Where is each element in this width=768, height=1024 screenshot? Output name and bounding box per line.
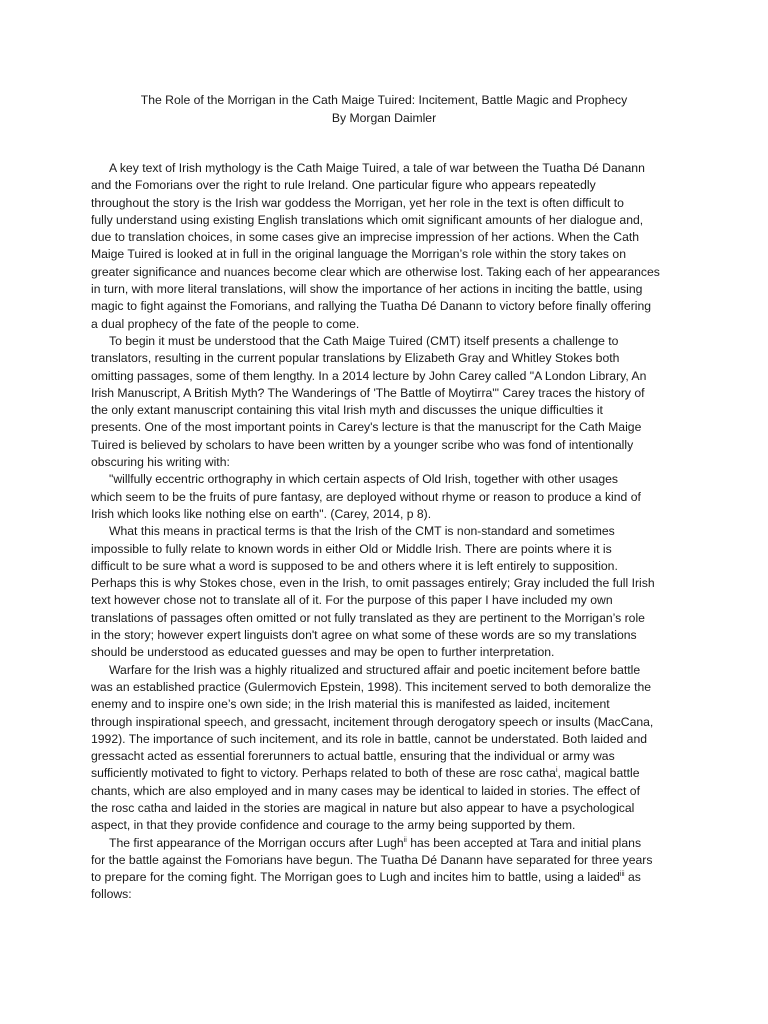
text-line [91,437,686,454]
line-text: A key text of Irish mythology is the Cath Maige Tuired, a tale of war between the Tuatha Dé Danann [109,161,645,175]
text-line [91,195,686,212]
line-text: omitting passages, some of them lengthy. In a 2014 lecture by John Carey called "A London Library, An [91,368,647,383]
text-line [91,385,686,402]
line-text: due to translation choices, in some cases give an imprecise impression of her actions. When the Cath [91,230,640,245]
text-line [91,177,686,194]
body-text [91,160,686,904]
text-line [91,264,686,281]
line-text: obscuring his writing with: [91,455,230,470]
line-text: fully understand using existing English translations which omit significant amounts of her dialogue and, [91,212,644,227]
text-line [91,316,686,333]
text-line [91,333,686,350]
line-text: a dual prophecy of the fate of the people to come. [91,316,360,331]
text-line [91,298,686,315]
line-text: which seem to be the fruits of pure fantasy, are deployed without rhyme or reason to produce a kind of [91,489,641,504]
line-text: throughout the story is the Irish war goddess the Morrigan, yet her role in the text is often difficult to [91,195,624,210]
line-text: Warfare for the Irish was a highly ritualized and structured affair and poetic incitement before battle [109,662,641,677]
text-line [91,731,686,748]
line-text: "willfully eccentric orthography in which certain aspects of Old Irish, together with other usages [109,472,618,487]
document-title: The Role of the Morrigan in the Cath Maige Tuired: Incitement, Battle Magic and Prophecy [140,93,628,107]
line-text: aspect, in that they provide confidence and courage to the army being supported by them. [91,818,576,833]
text-line [91,886,686,903]
text-line [91,541,686,558]
text-line [91,610,686,627]
text-line [91,748,686,765]
line-text: Perhaps this is why Stokes chose, even in the Irish, to omit passages entirely; Gray included the full Irish [91,576,655,591]
text-line [91,368,686,385]
footnote-marker: i [555,767,558,775]
text-line [91,281,686,298]
text-line [91,523,686,540]
line-text: to prepare for the coming fight. The Morrigan goes to Lugh and incites him to battle, using a laided [91,870,620,885]
line-text: Tuired is believed by scholars to have been written by a younger scribe who was fond of intentionally [91,437,634,452]
line-text: impossible to fully relate to known words in either Old or Middle Irish. There are points where it is [91,541,612,556]
line-text-continued: as [624,870,641,885]
text-line [91,454,686,471]
text-line [91,627,686,644]
text-line [91,558,686,575]
line-text-continued: has been accepted at Tara and initial plans [406,835,642,850]
footnote-marker: ii [403,836,407,844]
text-line [91,800,686,817]
footnote-marker: iii [619,871,625,879]
text-line [91,246,686,263]
text-line [91,592,686,609]
text-line [91,229,686,246]
line-text-continued: , magical battle [557,766,640,781]
text-line [91,471,686,488]
line-text: gressacht acted as essential forerunners to actual battle, ensuring that the individual or army was [91,749,615,764]
line-text: enemy and to inspire one’s own side; in the Irish material this is manifested as laided, incitement [91,697,610,712]
text-line [91,783,686,800]
text-line [91,575,686,592]
text-line [91,644,686,661]
line-text: and the Fomorians over the right to rule Ireland. One particular figure who appears repeatedly [91,178,596,193]
line-text: translations of passages often omitted or not fully translated as they are pertinent to the Morrigan’s role [91,610,645,625]
line-text: The first appearance of the Morrigan occurs after Lugh [109,835,404,850]
line-text: for the battle against the Fomorians have begun. The Tuatha Dé Danann have separated for three years [91,852,653,867]
text-line [91,869,686,886]
text-line [91,419,686,436]
text-line [91,817,686,834]
text-line [91,212,686,229]
text-line [91,835,686,852]
text-line [91,679,686,696]
line-text: presents. One of the most important points in Carey's lecture is that the manuscript for the Cath Maige [91,420,642,435]
line-text: What this means in practical terms is that the Irish of the CMT is non-standard and sometimes [109,524,615,539]
line-text: translators, resulting in the current popular translations by Elizabeth Gray and Whitley Stokes both [91,351,620,366]
line-text: magic to fight against the Fomorians, and rallying the Tuatha Dé Danann to victory before finally offering [91,299,652,314]
text-line [91,350,686,367]
text-line [91,696,686,713]
line-text: chants, which are also employed and in many cases may be identical to laided in stories. The effect of [91,783,640,798]
line-text: through inspirational speech, and gressacht, incitement through derogatory speech or insults (MacCana, [91,714,654,729]
line-text: in turn, with more literal translations, will show the importance of her actions in inciting the battle, using [91,282,643,297]
text-line [91,489,686,506]
line-text: difficult to be sure what a word is supposed to be and others where it is left entirely to supposition. [91,558,618,573]
text-line [91,852,686,869]
line-text: 1992). The importance of such incitement, and its role in battle, cannot be understated. Both laided and [91,731,648,746]
text-line [91,662,686,679]
line-text: To begin it must be understood that the Cath Maige Tuired (CMT) itself presents a challenge to [109,333,619,348]
line-text: Irish which looks like nothing else on earth". (Carey, 2014, p 8). [91,506,432,521]
line-text: was an established practice (Gulermovich Epstein, 1998). This incitement served to both demoralize the [91,679,652,694]
line-text: greater significance and nuances become clear which are otherwise lost. Taking each of her appearances [91,264,660,279]
line-text: in the story; however expert linguists don't agree on what some of these words are so my translations [91,628,637,643]
line-text: follows: [91,887,132,902]
text-line [91,765,686,782]
line-text: Irish Manuscript, A British Myth? The Wanderings of 'The Battle of Moytirra'" Carey traces the history of [91,385,645,400]
line-text: Maige Tuired is looked at in full in the original language the Morrigan’s role within the story takes on [91,247,626,262]
line-text: the rosc catha and laided in the stories are magical in nature but also appear to have a psychological [91,800,635,815]
text-line [91,506,686,523]
text-line [91,402,686,419]
line-text: the only extant manuscript containing this vital Irish myth and discusses the unique difficulties it [91,403,603,418]
line-text: text however chose not to translate all of it. For the purpose of this paper I have included my own [91,593,613,608]
line-text: should be understood as educated guesses and may be open to further interpretation. [91,645,555,660]
text-line [91,714,686,731]
line-text: sufficiently motivated to fight to victory. Perhaps related to both of these are rosc catha [91,766,556,781]
author-byline: By Morgan Daimler [331,111,437,125]
text-line [91,160,686,177]
